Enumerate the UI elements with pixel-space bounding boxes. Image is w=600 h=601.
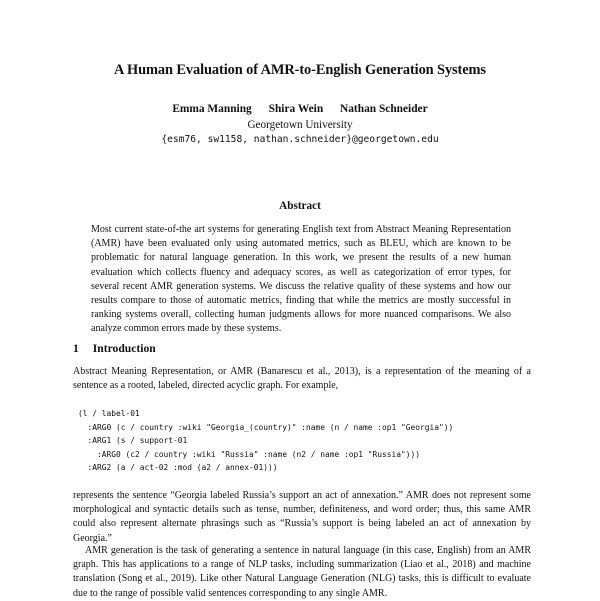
abstract-text: Most current state-of-the art systems for generating English text from Abstract Meaning Representation (AMR) have been evaluated only using automated metrics, such as BLEU, which are known to be problematic for natural language generation. In this work, we present the results of a new human evaluation which collects fluency and adequacy scores, as well as categorization of error types, for several recent AMR generation systems. We discuss the relative quality of these systems and how our results compare to those of automatic metrics, finding that while the metrics are mostly successful in ranking systems overall, collecting human judgments allows for more nuanced comparisons. We also analyze common errors made by these systems. [91,224,511,335]
intro-paragraph-1: Abstract Meaning Representation, or AMR (Banarescu et al., 2013), is a representation of the meaning of a sentence as a rooted, labeled, directed acyclic graph. For example, [73,366,531,392]
intro-paragraph-2: represents the sentence “Georgia labeled Russia’s support an act of annexation.” AMR does not represent some morphological and syntactic details such as tense, number, definiteness, and word order; thus, this same AMR could also represent alternate phrasings such as “Russia’s support is being labeled an act of annexation by Georgia.” [73,490,531,544]
author-name: Shira Wein [268,103,324,115]
author-name: Emma Manning [172,103,252,115]
intro-paragraph-3: AMR generation is the task of generating a sentence in natural language (in this case, English) from an AMR graph. This has applications to a range of NLP tasks, including summarization (Liao et al., 2018) and machine translation (Song et al., 2019). Like other Natural Language Generation (NLG) tasks, this is difficult to evaluate due to the range of possible valid sentences corresponding to any single AMR. [73,545,531,599]
abstract-heading: Abstract [279,200,321,212]
section-number: 1 [73,342,79,355]
author-email: {esm76, sw1158, nathan.schneider}@georgetown.edu [161,134,439,145]
affiliation: Georgetown University [247,119,353,131]
author-list [0,103,600,115]
paper-title: A Human Evaluation of AMR-to-English Generation Systems [114,62,486,78]
author-name: Nathan Schneider [340,103,428,115]
section-title: Introduction [92,342,156,355]
section-heading [73,342,156,355]
amr-example-code: (l / label-01 :ARG0 (c / country :wiki "Georgia_(country)" :name (n / name :op1 "Georgia")) :ARG1 (s / support-01 :ARG0 (c2 / country :wiki "Russia" :name (n2 / name :op1 "Russia"))) :ARG2 (a / act-02 :mod (a2 / annex-01))) [78,409,454,473]
